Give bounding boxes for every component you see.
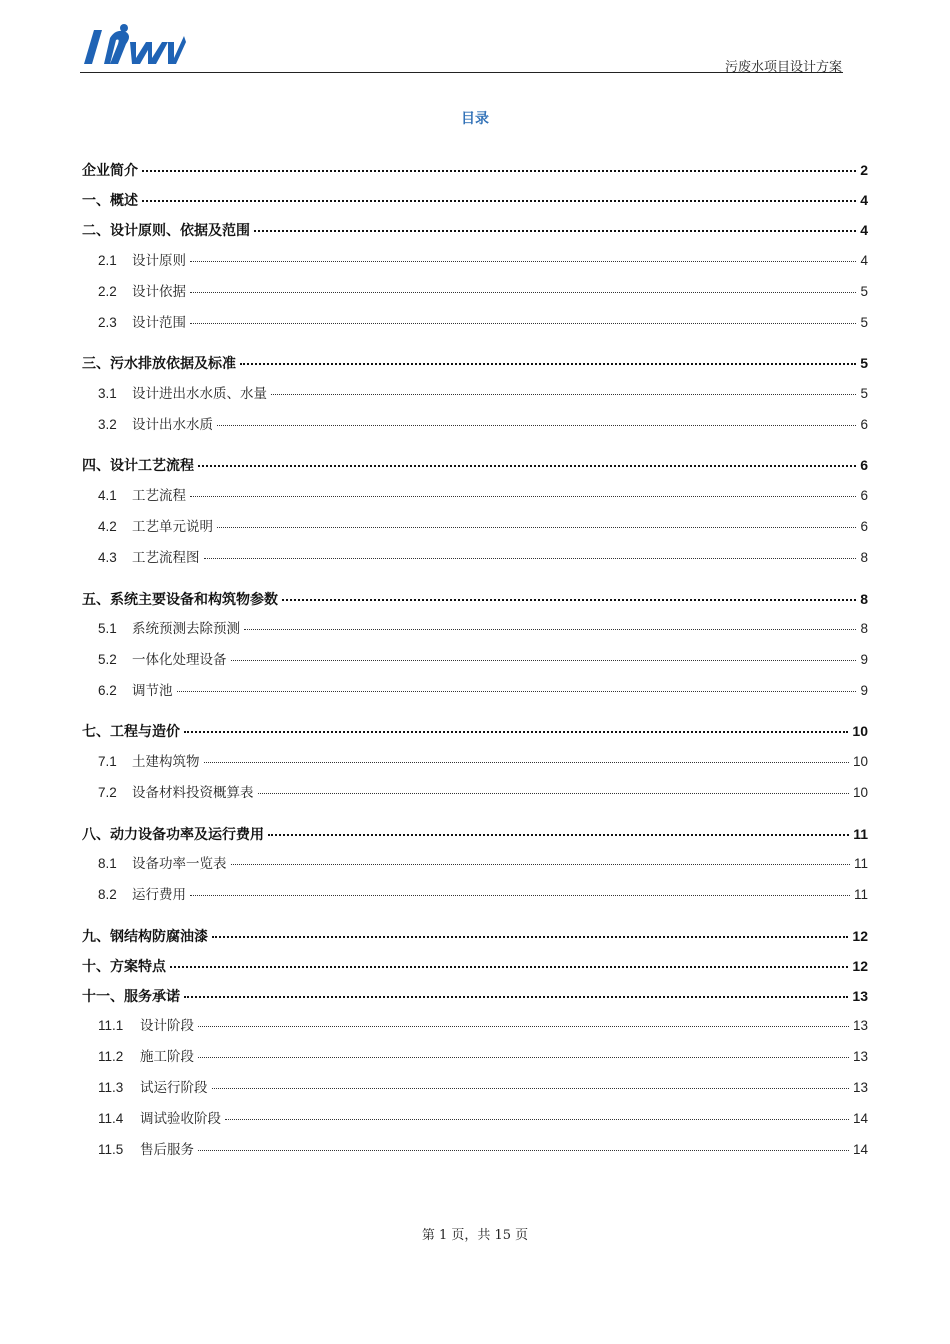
toc-entry-title: 工艺流程 [132,488,186,504]
toc-entry-number: 2.3 [98,315,117,330]
toc-entry-chapter[interactable] [82,825,868,844]
toc-entry-section[interactable] [82,784,868,802]
toc-dot-leader [198,1026,849,1027]
toc-entry-section[interactable] [82,314,868,332]
toc-entry-section[interactable] [82,753,868,771]
toc-dot-leader [282,599,856,601]
toc-dot-leader [217,425,856,426]
toc-entry-title: 调节池 [132,683,173,699]
toc-entry-page-number: 13 [852,988,868,1004]
toc-entry-title: 四、设计工艺流程 [82,458,194,474]
toc-entry-page-number: 8 [860,550,868,565]
toc-entry-chapter[interactable] [82,221,868,240]
toc-entry-section[interactable] [82,620,868,638]
toc-entry-chapter[interactable] [82,354,868,373]
toc-entry-chapter[interactable] [82,722,868,741]
toc-entry-page-number: 9 [860,683,868,698]
toc-entry-page-number: 12 [852,958,868,974]
toc-entry-number: 11.5 [98,1142,124,1157]
toc-dot-leader [177,691,857,692]
toc-entry-chapter[interactable] [82,456,868,475]
toc-entry-number: 2.1 [98,253,117,268]
toc-entry-number: 11.1 [98,1018,124,1033]
toc-entry-title: 系统预测去除预测 [132,621,240,637]
toc-entry-page-number: 10 [852,785,868,800]
toc-dot-leader [231,864,850,865]
toc-dot-leader [190,323,856,324]
toc-entry-page-number: 8 [860,591,868,607]
toc-entry-section[interactable] [82,1048,868,1066]
toc-entry-section[interactable] [82,487,868,505]
toc-entry-title: 设计原则 [132,253,186,269]
toc-entry-page-number: 11 [853,887,868,902]
toc-entry-section[interactable] [82,549,868,567]
toc-entry-title: 一体化处理设备 [132,652,227,668]
toc-entry-page-number: 10 [852,723,868,739]
toc-entry-title: 一、概述 [82,193,138,209]
toc-entry-page-number: 13 [852,1018,868,1033]
toc-entry-section[interactable] [82,518,868,536]
toc-entry-title: 设备功率一览表 [132,856,227,872]
toc-entry-page-number: 6 [860,457,868,473]
toc-entry-number: 11.4 [98,1111,124,1126]
toc-entry-title: 九、钢结构防腐油漆 [82,929,208,945]
toc-entry-chapter[interactable] [82,957,868,976]
toc-entry-title: 十、方案特点 [82,959,166,975]
toc-entry-page-number: 5 [860,355,868,371]
toc-entry-number: 4.1 [98,488,117,503]
toc-entry-title: 五、系统主要设备和构筑物参数 [82,592,278,608]
toc-entry-section[interactable] [82,1141,868,1159]
toc-dot-leader [204,762,849,763]
toc-entry-section[interactable] [82,283,868,301]
toc-entry-number: 5.2 [98,652,117,667]
toc-entry-number: 8.2 [98,887,117,902]
toc-entry-page-number: 10 [852,754,868,769]
toc-entry-chapter[interactable] [82,161,868,180]
toc-dot-leader [142,200,856,202]
toc-entry-number: 7.1 [98,754,117,769]
toc-entry-section[interactable] [82,416,868,434]
toc-dot-leader [190,895,850,896]
toc-dot-leader [184,996,848,998]
toc-entry-number: 11.2 [98,1049,124,1064]
toc-entry-page-number: 9 [860,652,868,667]
toc-entry-title: 七、工程与造价 [82,724,180,740]
toc-entry-number: 11.3 [98,1080,124,1095]
toc-entry-chapter[interactable] [82,987,868,1006]
toc-entry-page-number: 4 [860,222,868,238]
toc-entry-title: 工艺单元说明 [132,519,213,535]
toc-entry-number: 2.2 [98,284,117,299]
toc-dot-leader [268,834,849,836]
toc-entry-title: 设计范围 [132,315,186,331]
toc-entry-number: 4.3 [98,550,117,565]
toc-entry-number: 3.2 [98,417,117,432]
toc-entry-section[interactable] [82,1110,868,1128]
document-header-title: 污废水项目设计方案 [724,60,842,75]
toc-entry-page-number: 13 [852,1049,868,1064]
toc-dot-leader [190,496,856,497]
toc-dot-leader [244,629,856,630]
toc-entry-title: 土建构筑物 [132,754,200,770]
toc-dot-leader [212,1088,849,1089]
toc-entry-number: 6.2 [98,683,117,698]
toc-entry-page-number: 12 [852,928,868,944]
toc-entry-page-number: 14 [852,1142,868,1157]
toc-entry-page-number: 14 [852,1111,868,1126]
toc-entry-section[interactable] [82,682,868,700]
toc-entry-title: 工艺流程图 [132,550,200,566]
toc-entry-page-number: 6 [860,417,868,432]
page-footer: 第 1 页，共 15 页 [421,1228,529,1243]
toc-entry-page-number: 5 [860,386,868,401]
toc-entry-title: 企业简介 [82,163,138,179]
toc-entry-section[interactable] [82,855,868,873]
toc-entry-page-number: 5 [860,315,868,330]
toc-entry-title: 二、设计原则、依据及范围 [82,223,250,239]
toc-dot-leader [231,660,857,661]
toc-entry-section[interactable] [82,385,868,403]
toc-dot-leader [271,394,856,395]
toc-entry-chapter[interactable] [82,191,868,210]
toc-entry-title: 八、动力设备功率及运行费用 [82,827,264,843]
toc-entry-number: 7.2 [98,785,117,800]
toc-entry-section[interactable] [82,1079,868,1097]
toc-entry-number: 4.2 [98,519,117,534]
toc-entry-page-number: 13 [852,1080,868,1095]
toc-entry-section[interactable] [82,886,868,904]
toc-entry-title: 调试验收阶段 [140,1111,221,1127]
toc-entry-chapter[interactable] [82,927,868,946]
toc-dot-leader [217,527,856,528]
toc-title: 目录 [461,111,489,127]
header-divider [80,72,843,73]
toc-entry-page-number: 4 [860,192,868,208]
toc-dot-leader [184,731,848,733]
toc-entry-page-number: 5 [860,284,868,299]
toc-entry-page-number: 11 [853,826,868,842]
toc-entry-title: 三、污水排放依据及标准 [82,356,236,372]
toc-entry-page-number: 8 [860,621,868,636]
toc-dot-leader [142,170,856,172]
toc-entry-page-number: 6 [860,488,868,503]
toc-dot-leader [240,363,856,365]
toc-dot-leader [190,261,856,262]
toc-entry-number: 3.1 [98,386,117,401]
toc-dot-leader [190,292,856,293]
toc-dot-leader [254,230,856,232]
toc-entry-title: 施工阶段 [140,1049,194,1065]
toc-entry-title: 设计阶段 [140,1018,194,1034]
toc-entry-title: 试运行阶段 [140,1080,208,1096]
toc-dot-leader [198,1057,849,1058]
toc-entry-chapter[interactable] [82,590,868,609]
toc-entry-section[interactable] [82,252,868,270]
toc-entry-page-number: 2 [860,162,868,178]
toc-entry-title: 运行费用 [132,887,186,903]
toc-entry-section[interactable] [82,1017,868,1035]
toc-entry-section[interactable] [82,651,868,669]
toc-dot-leader [258,793,849,794]
toc-entry-number: 5.1 [98,621,117,636]
toc-dot-leader [170,966,848,968]
toc-dot-leader [225,1119,849,1120]
toc-entry-title: 售后服务 [140,1142,194,1158]
toc-dot-leader [198,465,856,467]
toc-entry-title: 设计进出水水质、水量 [132,386,267,402]
toc-dot-leader [212,936,848,938]
toc-entry-title: 设备材料投资概算表 [132,785,254,801]
toc-entry-title: 设计依据 [132,284,186,300]
toc-entry-title: 设计出水水质 [132,417,213,433]
toc-dot-leader [204,558,857,559]
toc-dot-leader [198,1150,849,1151]
toc-entry-page-number: 4 [860,253,868,268]
toc-entry-page-number: 6 [860,519,868,534]
toc-entry-page-number: 11 [853,856,868,871]
company-logo [80,22,186,68]
toc-entry-title: 十一、服务承诺 [82,989,180,1005]
toc-entry-number: 8.1 [98,856,117,871]
